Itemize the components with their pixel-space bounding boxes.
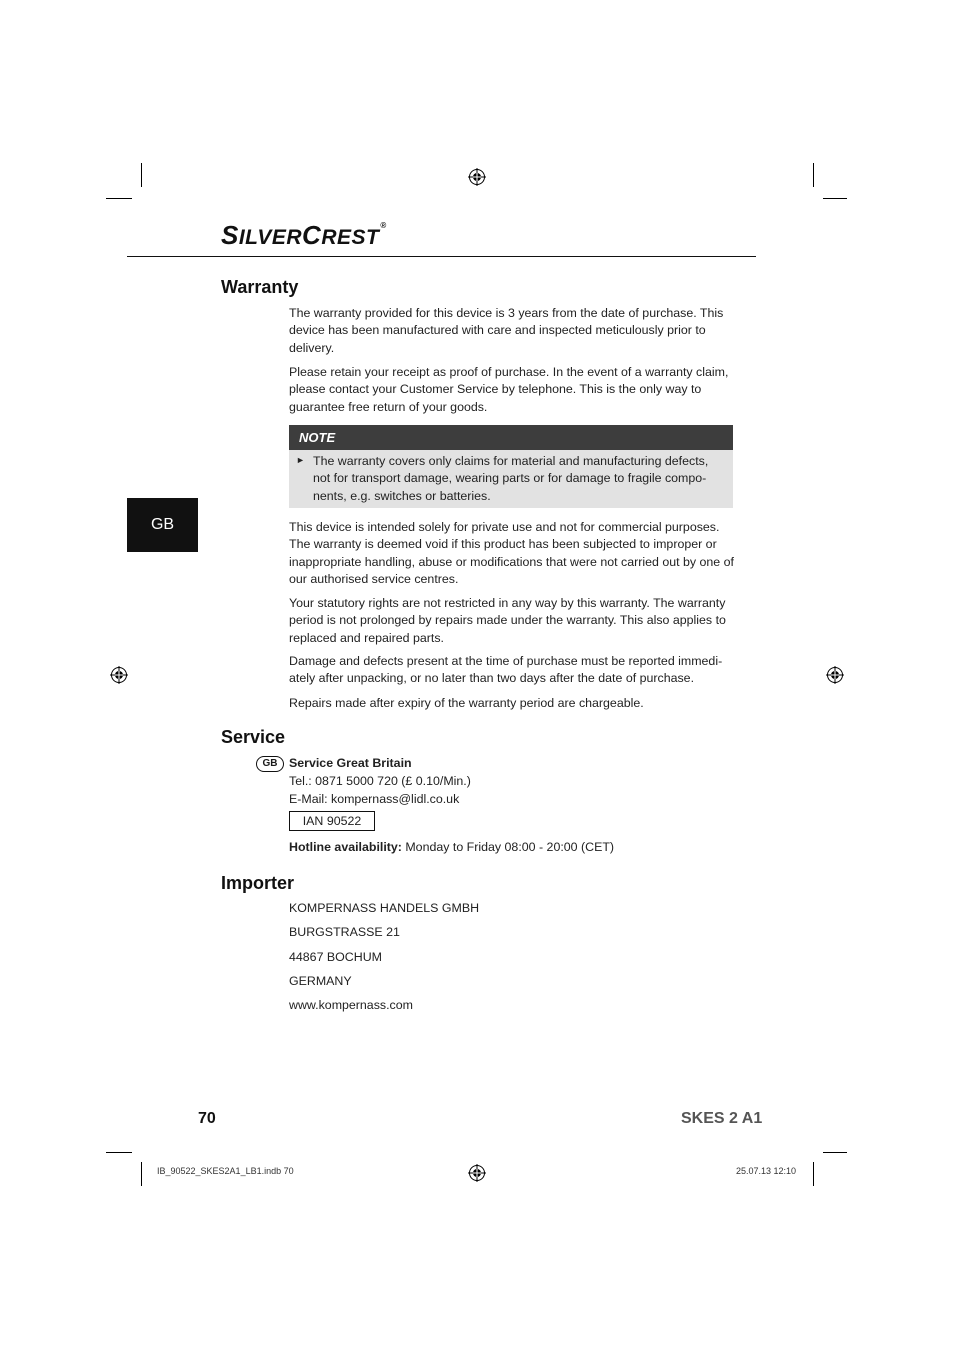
importer-line: GERMANY (289, 974, 352, 988)
crop-mark (106, 198, 132, 199)
crop-mark (106, 1152, 132, 1153)
registration-mark-icon (468, 168, 486, 186)
warranty-paragraph: The warranty provided for this device is 3 years from the date of purchase. This device has been manufactured with care and inspected meticulously prior to delivery. (289, 306, 724, 355)
brand-logo: SILVERCREST® (221, 220, 387, 250)
registration-mark-icon (826, 666, 844, 684)
crop-mark (823, 1152, 847, 1153)
header-divider (127, 256, 756, 257)
crop-mark (813, 1162, 814, 1186)
print-slug-file: IB_90522_SKES2A1_LB1.indb 70 (157, 1166, 294, 1176)
registration-mark-icon (110, 666, 128, 684)
warranty-paragraph: Repairs made after expiry of the warranty period are chargeable. (289, 696, 644, 710)
note-text: The warranty covers only claims for material and manufacturing defects, not for transport damage, wearing parts or for damage to fragile compo-nents, e.g. switches or batteries. (313, 454, 709, 503)
service-name: Service Great Britain (289, 756, 412, 770)
ian-box: IAN 90522 (289, 811, 375, 831)
crop-mark (823, 198, 847, 199)
model-number: SKES 2 A1 (681, 1110, 763, 1127)
print-slug-date: 25.07.13 12:10 (736, 1166, 797, 1176)
note-label: NOTE (289, 425, 733, 450)
warranty-paragraph: Damage and defects present at the time of purchase must be reported immedi-ately after unpacking, or no later than two days after the date of purchase. (289, 654, 723, 686)
service-phone: Tel.: 0871 5000 720 (£ 0.10/Min.) (289, 774, 471, 788)
page-number: 70 (198, 1110, 216, 1127)
crop-mark (141, 1162, 142, 1186)
bullet-arrow-icon: ► (296, 455, 305, 465)
warranty-paragraph: This device is intended solely for private use and not for commercial purposes. The warranty is deemed void if this product has been subjected to improper or inappropriate handling, abuse or modifications that were not carried out by one of our authorised service centres. (289, 520, 734, 586)
warranty-paragraph: Your statutory rights are not restricted in any way by this warranty. The warranty period is not prolonged by repairs made under the warranty. This also applies to replaced and repaired parts. (289, 596, 726, 645)
importer-website: www.kompernass.com (289, 998, 413, 1012)
importer-line: 44867 BOCHUM (289, 950, 382, 964)
hotline-value: Monday to Friday 08:00 - 20:00 (CET) (401, 840, 615, 854)
crop-mark (141, 163, 142, 187)
importer-line: BURGSTRASSE 21 (289, 925, 400, 939)
service-email: E-Mail: kompernass@lidl.co.uk (289, 792, 460, 806)
crop-mark (813, 163, 814, 187)
hotline-availability (289, 840, 614, 854)
registration-mark-icon (468, 1164, 486, 1182)
hotline-label: Hotline availability: (289, 840, 402, 854)
language-tab: GB (127, 498, 198, 552)
service-heading: Service (221, 727, 286, 747)
importer-line: KOMPERNASS HANDELS GMBH (289, 901, 480, 915)
warranty-heading: Warranty (221, 277, 299, 297)
importer-heading: Importer (221, 873, 295, 893)
warranty-paragraph: Please retain your receipt as proof of purchase. In the event of a warranty claim, please contact your Customer Service by telephone. This is the only way to guarantee free return of your goods. (289, 365, 729, 414)
country-badge: GB (256, 756, 284, 772)
